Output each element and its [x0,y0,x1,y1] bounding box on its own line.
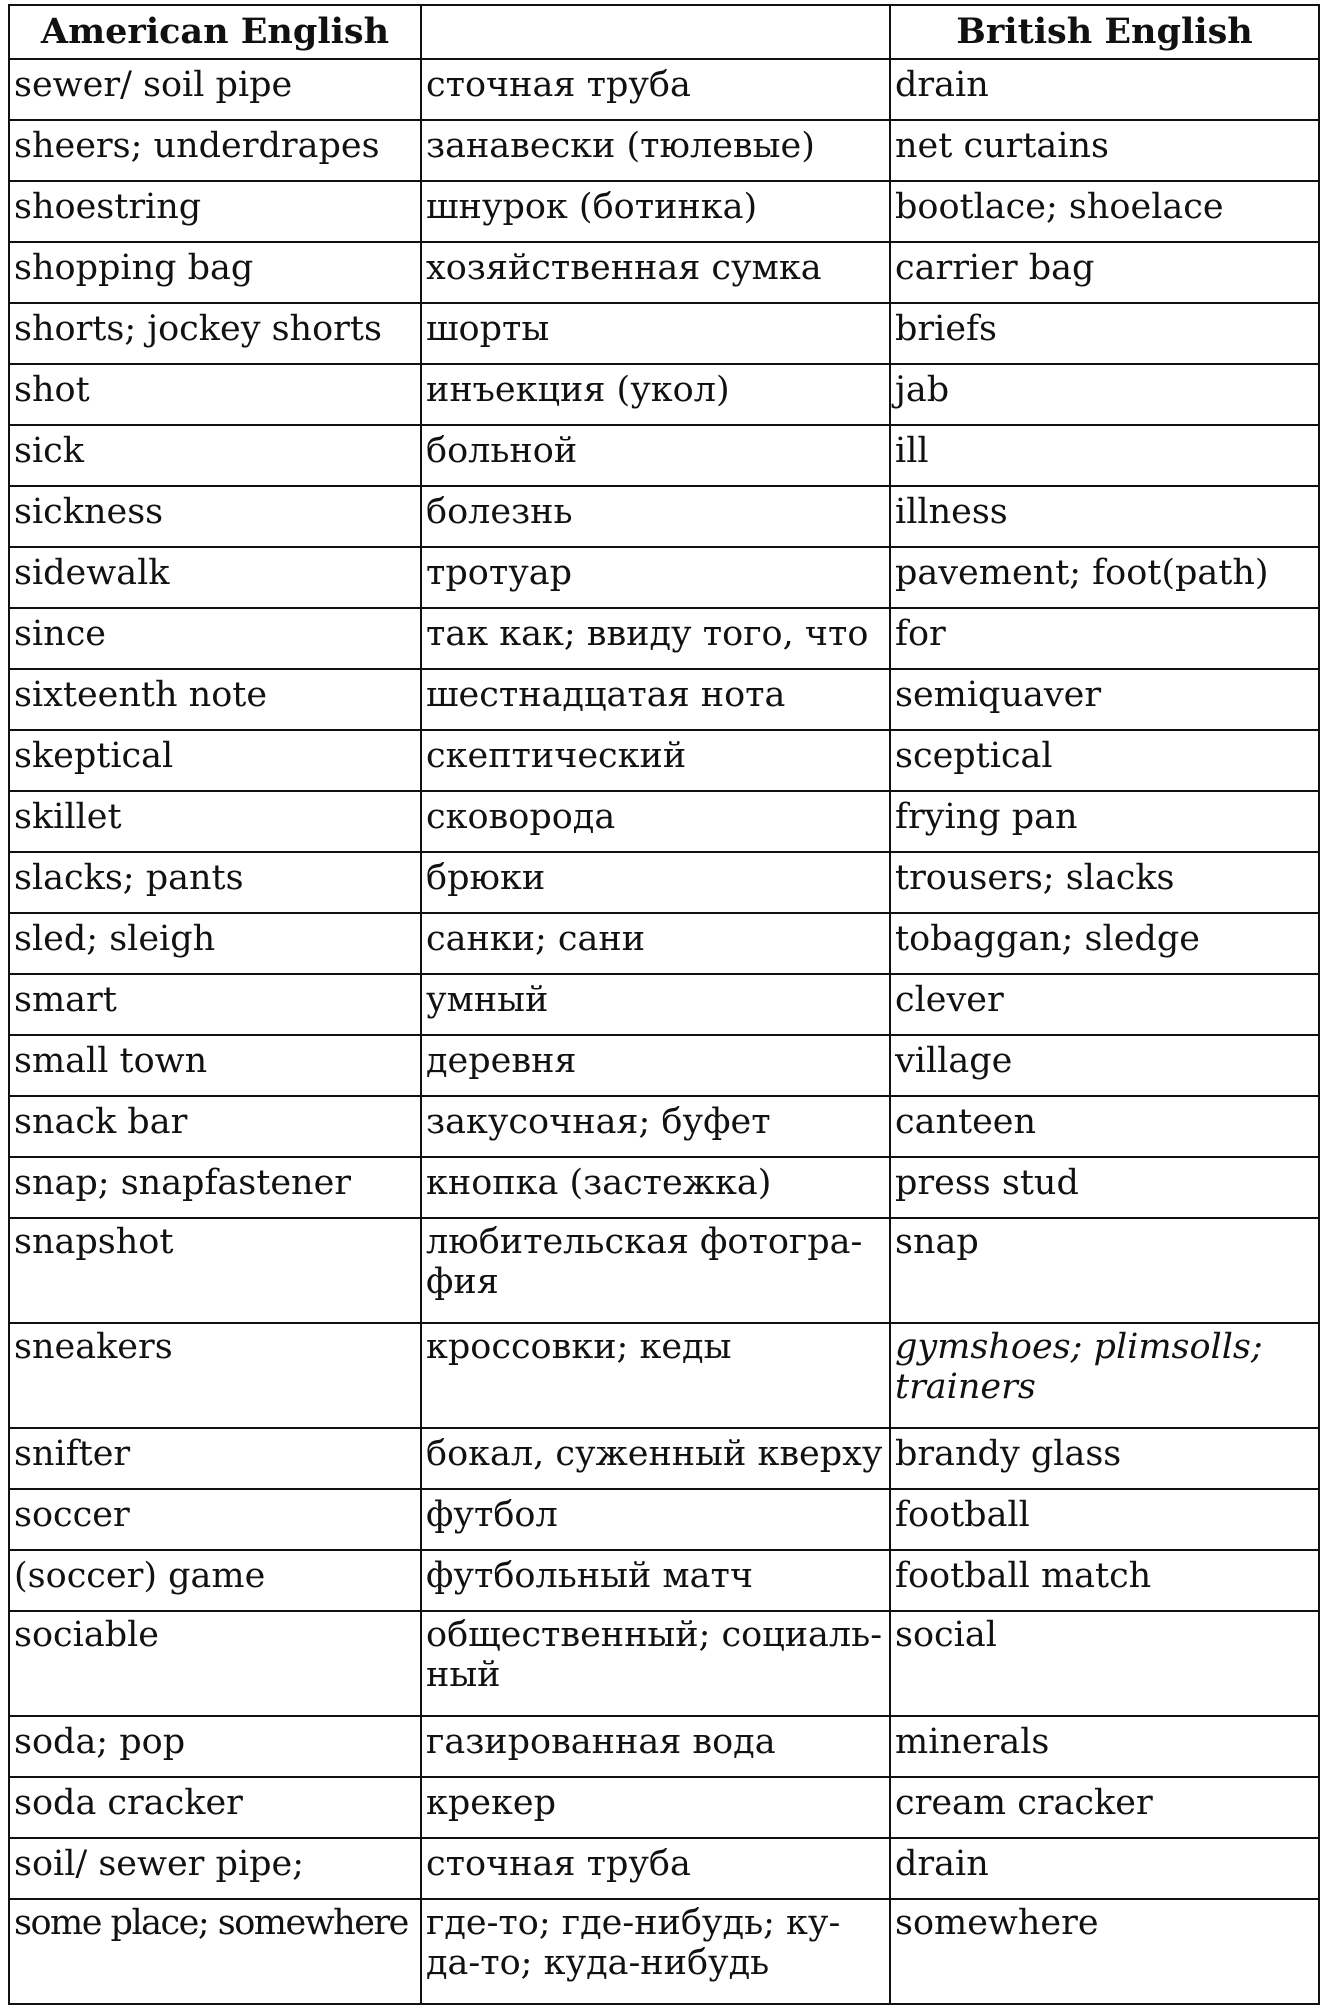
cell-american: sidewalk [9,547,421,608]
cell-american: skillet [9,791,421,852]
cell-american: sneakers [9,1323,421,1428]
cell-british: clever [890,974,1319,1035]
cell-russian: сточная труба [421,59,890,120]
table-row [9,364,1319,425]
table-row [9,1218,1319,1323]
cell-british: semiquaver [890,669,1319,730]
cell-american: sled; sleigh [9,913,421,974]
cell-russian: сковорода [421,791,890,852]
table-row [9,1323,1319,1428]
cell-british: somewhere [890,1899,1319,2004]
cell-russian: где-то; где-нибудь; ку- да-то; куда-нибудь [421,1899,890,2004]
table-row [9,730,1319,791]
table-row [9,974,1319,1035]
cell-british: sceptical [890,730,1319,791]
cell-russian: кроссовки; кеды [421,1323,890,1428]
table-row [9,242,1319,303]
cell-british: trousers; slacks [890,852,1319,913]
cell-russian: деревня [421,1035,890,1096]
cell-russian: газированная вода [421,1716,890,1777]
cell-russian: умный [421,974,890,1035]
table-row [9,303,1319,364]
cell-russian: брюки [421,852,890,913]
cell-american: smart [9,974,421,1035]
cell-british: canteen [890,1096,1319,1157]
table-row [9,1428,1319,1489]
table-row [9,1550,1319,1611]
cell-russian: любительская фотогра- фия [421,1218,890,1323]
cell-american: shot [9,364,421,425]
table-row [9,1777,1319,1838]
cell-russian: шорты [421,303,890,364]
cell-british: frying pan [890,791,1319,852]
cell-british: ill [890,425,1319,486]
cell-american: snifter [9,1428,421,1489]
table-row [9,1157,1319,1218]
cell-british: village [890,1035,1319,1096]
cell-russian: закусочная; буфет [421,1096,890,1157]
cell-american: shoestring [9,181,421,242]
cell-british: illness [890,486,1319,547]
cell-russian: общественный; социаль- ный [421,1611,890,1716]
cell-russian: бокал, суженный кверху [421,1428,890,1489]
cell-british: minerals [890,1716,1319,1777]
glossary-table [8,4,1320,2005]
table-row [9,1838,1319,1899]
cell-american: sewer/ soil pipe [9,59,421,120]
cell-russian: шестнадцатая нота [421,669,890,730]
cell-british: press stud [890,1157,1319,1218]
table-row [9,669,1319,730]
table-row [9,59,1319,120]
table-row [9,1096,1319,1157]
cell-british: tobaggan; sledge [890,913,1319,974]
cell-american: soil/ sewer pipe; [9,1838,421,1899]
cell-british: social [890,1611,1319,1716]
cell-british: for [890,608,1319,669]
header-russian [421,5,890,59]
cell-american: sick [9,425,421,486]
cell-american: shopping bag [9,242,421,303]
table-header-row [9,5,1319,59]
cell-american: snack bar [9,1096,421,1157]
cell-russian: футбольный матч [421,1550,890,1611]
cell-british: football match [890,1550,1319,1611]
table-row [9,181,1319,242]
table-row [9,1611,1319,1716]
cell-british: pavement; foot(path) [890,547,1319,608]
cell-british: football [890,1489,1319,1550]
cell-british: brandy glass [890,1428,1319,1489]
table-row [9,1899,1319,2004]
table-row [9,1035,1319,1096]
cell-russian: шнурок (ботинка) [421,181,890,242]
cell-british: net curtains [890,120,1319,181]
cell-british: bootlace; shoelace [890,181,1319,242]
cell-american: sociable [9,1611,421,1716]
cell-russian: так как; ввиду того, что [421,608,890,669]
header-british: British English [890,5,1319,59]
cell-russian: инъекция (укол) [421,364,890,425]
cell-british: gymshoes; plimsolls; trainers [890,1323,1319,1428]
table-row [9,1716,1319,1777]
cell-russian: болезнь [421,486,890,547]
cell-british: drain [890,59,1319,120]
cell-american: soda; pop [9,1716,421,1777]
cell-russian: больной [421,425,890,486]
table-row [9,852,1319,913]
cell-american: since [9,608,421,669]
cell-american: snapshot [9,1218,421,1323]
cell-american: some place; somewhere [9,1899,421,2004]
cell-british: drain [890,1838,1319,1899]
table-row [9,425,1319,486]
table-row [9,547,1319,608]
table-row [9,608,1319,669]
table-row [9,486,1319,547]
cell-russian: занавески (тюлевые) [421,120,890,181]
table-row [9,120,1319,181]
cell-american: soda cracker [9,1777,421,1838]
cell-american: skeptical [9,730,421,791]
cell-american: sheers; underdrapes [9,120,421,181]
cell-british: jab [890,364,1319,425]
cell-russian: скептический [421,730,890,791]
cell-american: sixteenth note [9,669,421,730]
cell-russian: тротуар [421,547,890,608]
cell-russian: футбол [421,1489,890,1550]
cell-british: cream cracker [890,1777,1319,1838]
cell-british: briefs [890,303,1319,364]
table-row [9,791,1319,852]
cell-american: shorts; jockey shorts [9,303,421,364]
table-row [9,913,1319,974]
cell-russian: сточная труба [421,1838,890,1899]
cell-american: (soccer) game [9,1550,421,1611]
cell-american: snap; snapfastener [9,1157,421,1218]
cell-american: small town [9,1035,421,1096]
cell-russian: санки; сани [421,913,890,974]
cell-russian: кнопка (застежка) [421,1157,890,1218]
cell-american: slacks; pants [9,852,421,913]
table-row [9,1489,1319,1550]
cell-american: sickness [9,486,421,547]
cell-american: soccer [9,1489,421,1550]
cell-british: carrier bag [890,242,1319,303]
header-american: American English [9,5,421,59]
cell-russian: крекер [421,1777,890,1838]
cell-british: snap [890,1218,1319,1323]
cell-russian: хозяйственная сумка [421,242,890,303]
